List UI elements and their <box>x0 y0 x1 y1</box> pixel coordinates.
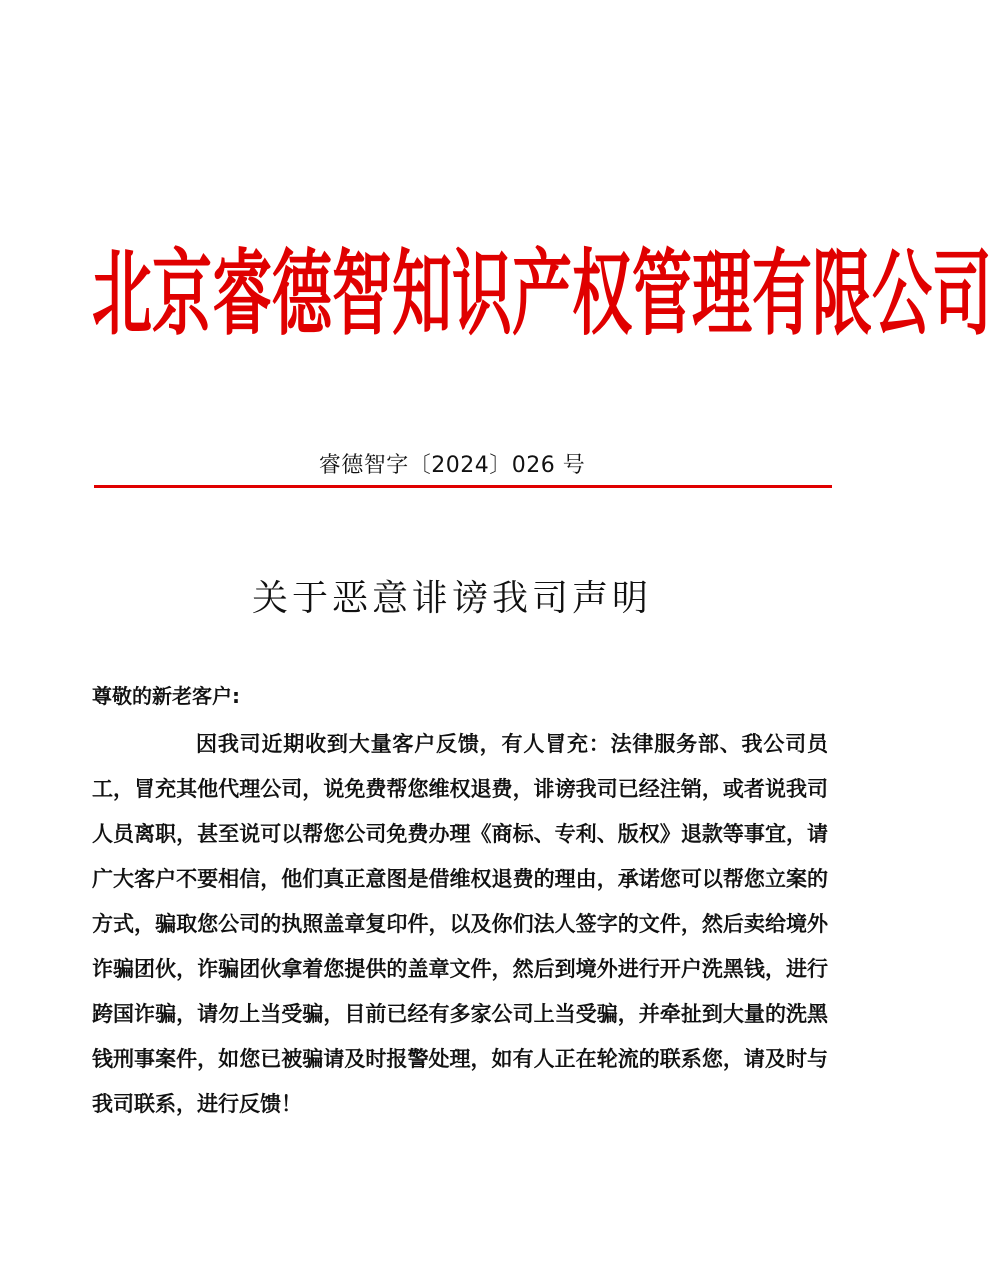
org-name-char: 管 <box>632 240 692 350</box>
org-name-char: 产 <box>512 240 572 350</box>
org-name-char: 限 <box>812 240 872 350</box>
org-name-char: 公 <box>872 240 932 350</box>
statement-body: 因我司近期收到大量客户反馈，有人冒充：法律服务部、我公司员工，冒充其他代理公司，说免费帮您维权退费，诽谤我司已经注销，或者说我司人员离职，甚至说可以帮您公司免费办理《商标、专利、版权》退款等事宜，请广大客户不要相信，他们真正意图是借维权退费的理由，承诺您可以帮您立案的方式，骗取您公司的执照盖章复印件，以及你们法人签字的文件，然后卖给境外诈骗团伙，诈骗团伙拿着您提供的盖章文件，然后到境外进行开户洗黑钱，进行跨国诈骗，请勿上当受骗，目前已经有多家公司上当受骗，并牵扯到大量的洗黑钱刑事案件，如您已被骗请及时报警处理，如有人正在轮流的联系您，请及时与我司联系，进行反馈！ <box>92 732 828 1116</box>
org-name-char: 京 <box>152 240 212 350</box>
org-name-char: 德 <box>272 240 332 350</box>
salutation: 尊敬的新老客户: <box>92 684 240 708</box>
org-name-char: 智 <box>332 240 392 350</box>
letterhead-org-name <box>92 240 992 350</box>
org-name-char: 权 <box>572 240 632 350</box>
letterhead-divider <box>94 485 832 488</box>
org-name-char: 睿 <box>212 240 272 350</box>
org-name-char: 识 <box>452 240 512 350</box>
org-name-char: 知 <box>392 240 452 350</box>
document-title: 关于恶意诽谤我司声明 <box>251 578 652 619</box>
org-name-char: 北 <box>92 240 152 350</box>
org-name-char: 司 <box>932 240 992 350</box>
org-name-char: 有 <box>752 240 812 350</box>
document-number: 睿德智字〔2024〕026 号 <box>318 453 586 478</box>
org-name-char: 理 <box>692 240 752 350</box>
